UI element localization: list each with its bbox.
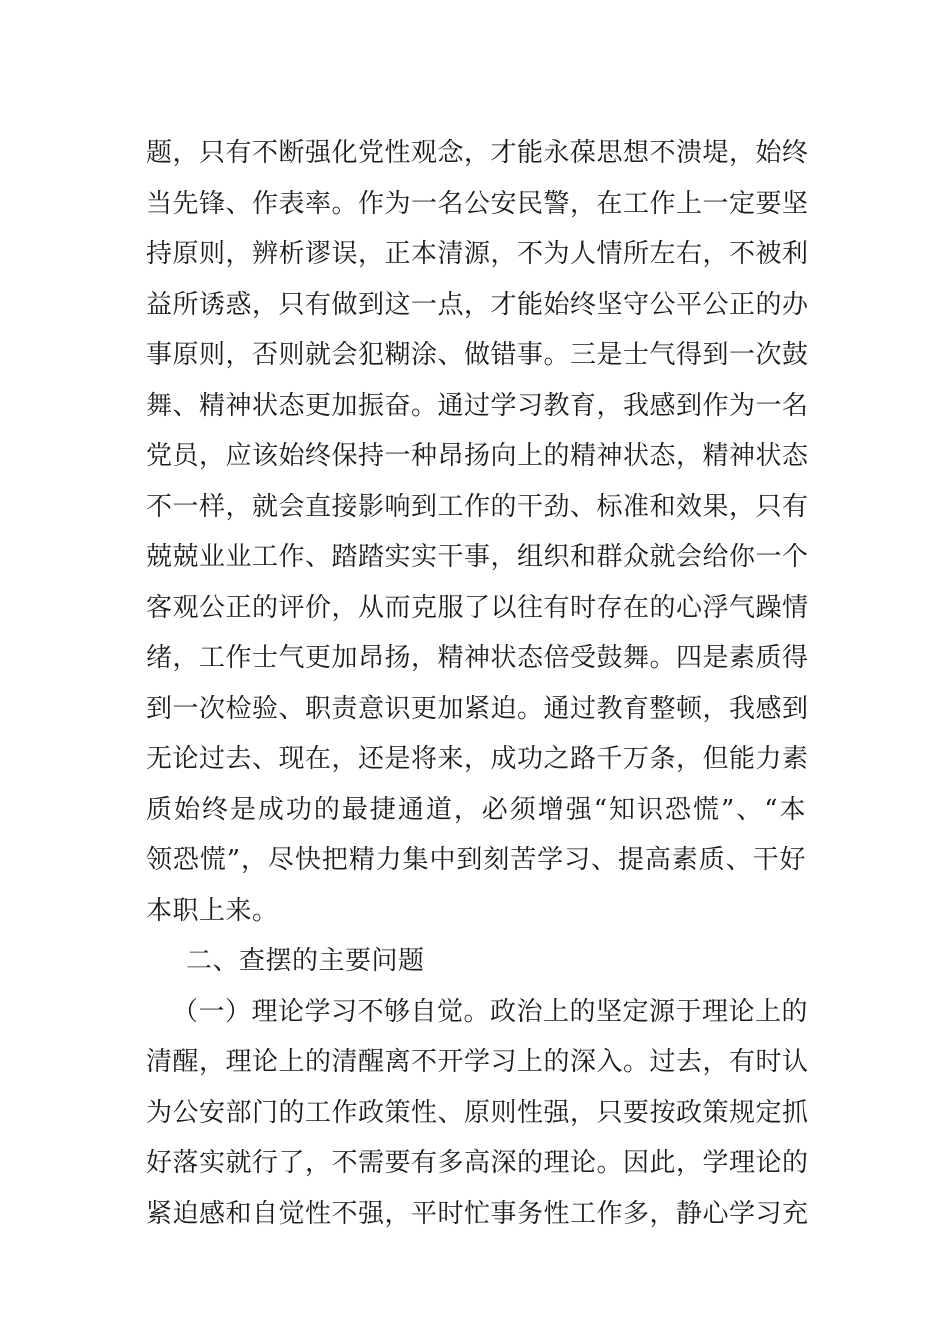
- paragraph-line: 质始终是成功的最捷通道，必须增强“知识恐慌”、“本: [146, 794, 806, 825]
- paragraph-line: 持原则，辨析谬误，正本清源，不为人情所左右，不被利: [146, 239, 809, 269]
- paragraph-line: （一）理论学习不够自觉。政治上的坚定源于理论上的: [172, 996, 809, 1027]
- paragraph-line: 当先锋、作表率。作为一名公安民警，在工作上一定要坚: [146, 188, 809, 219]
- paragraph-line: 绪，工作士气更加昂扬，精神状态倍受鼓舞。四是素质得: [146, 643, 809, 673]
- document-body: [146, 128, 809, 1239]
- paragraph-line: 题，只有不断强化党性观念，才能永葆思想不溃堤，始终: [146, 138, 809, 168]
- paragraph-line: 党员，应该始终保持一种昂扬向上的精神状态，精神状态: [146, 441, 809, 471]
- paragraph-line: 无论过去、现在，还是将来，成功之路千万条，但能力素: [146, 744, 809, 774]
- paragraph-line: 好落实就行了，不需要有多高深的理论。因此，学理论的: [146, 1148, 809, 1178]
- paragraph-line: 清醒，理论上的清醒离不开学习上的深入。过去，有时认: [146, 1047, 809, 1077]
- paragraph-line: 事原则，否则就会犯糊涂、做错事。三是士气得到一次鼓: [146, 340, 809, 370]
- paragraph-line: 舞、精神状态更加振奋。通过学习教育，我感到作为一名: [146, 390, 809, 421]
- paragraph-line: 兢兢业业工作、踏踏实实干事，组织和群众就会给你一个: [146, 542, 809, 572]
- paragraph-line: 不一样，就会直接影响到工作的干劲、标准和效果，只有: [146, 491, 809, 522]
- paragraph-line: 益所诱惑，只有做到这一点，才能始终坚守公平公正的办: [146, 289, 809, 320]
- paragraph-line: 到一次检验、职责意识更加紧迫。通过教育整顿，我感到: [146, 693, 809, 724]
- paragraph-line: 领恐慌”，尽快把精力集中到刻苦学习、提高素质、干好: [146, 845, 806, 875]
- section-heading: 二、查摆的主要问题: [186, 946, 425, 976]
- paragraph-line: 客观公正的评价，从而克服了以往有时存在的心浮气躁情: [146, 592, 809, 623]
- paragraph-line: 本职上来。: [146, 895, 279, 926]
- paragraph-line: 为公安部门的工作政策性、原则性强，只要按政策规定抓: [146, 1097, 809, 1128]
- paragraph-line: 紧迫感和自觉性不强，平时忙事务性工作多，静心学习充: [146, 1198, 809, 1229]
